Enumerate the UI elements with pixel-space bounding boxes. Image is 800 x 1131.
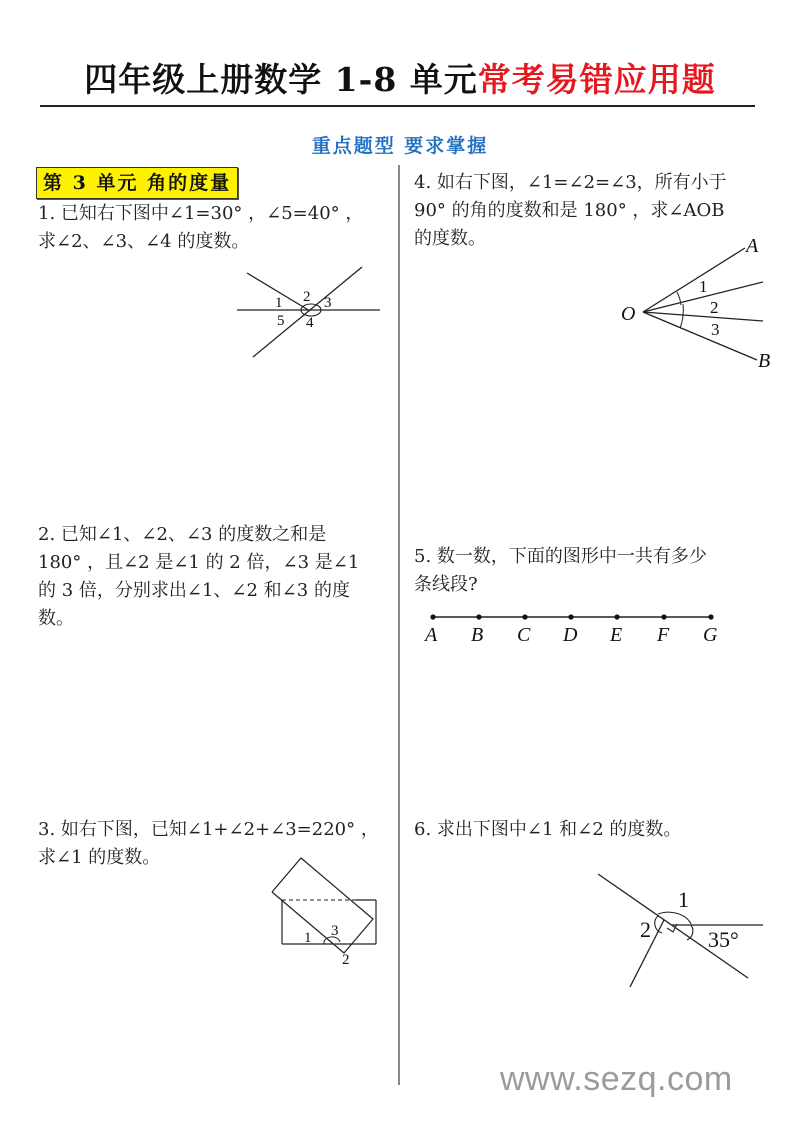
question-2-line-2: 180° ，且∠2 是∠1 的 2 倍，∠3 是∠1 xyxy=(38,552,360,573)
svg-text:D: D xyxy=(563,624,578,646)
svg-text:A: A xyxy=(425,624,438,646)
svg-text:A: A xyxy=(746,235,759,257)
unit-badge: 第 3 单元 角的度量 xyxy=(36,167,238,199)
title-underline xyxy=(40,105,755,107)
svg-text:2: 2 xyxy=(710,298,719,317)
column-divider xyxy=(398,165,400,1085)
question-5 xyxy=(414,543,774,599)
question-1-line-2: 求∠2、∠3、∠4 的度数。 xyxy=(38,231,250,252)
svg-text:1: 1 xyxy=(304,930,312,946)
svg-text:2: 2 xyxy=(342,952,350,968)
question-3-line-1: 3. 如右下图，已知∠1+∠2+∠3=220° ， xyxy=(38,819,379,840)
title-black: 四年级上册数学 1-8 单元 xyxy=(84,60,478,99)
question-4-line-3: 的度数。 xyxy=(414,228,486,249)
question-2-line-3: 的 3 倍，分别求出∠1、∠2 和∠3 的度 xyxy=(38,580,350,601)
svg-text:5: 5 xyxy=(277,313,285,329)
subtitle: 重点题型 要求掌握 xyxy=(311,135,489,157)
svg-text:3: 3 xyxy=(331,923,339,939)
question-6-line-1: 6. 求出下图中∠1 和∠2 的度数。 xyxy=(414,819,682,840)
question-4-figure xyxy=(615,232,790,377)
svg-text:35°: 35° xyxy=(708,927,739,952)
svg-text:O: O xyxy=(621,303,636,325)
watermark: www.sezq.com xyxy=(500,1060,733,1098)
question-3-figure xyxy=(262,852,392,977)
svg-text:3: 3 xyxy=(711,320,720,339)
question-5-line-2: 条线段? xyxy=(414,574,478,595)
page-title xyxy=(0,60,800,100)
svg-text:B: B xyxy=(471,624,484,646)
question-5-line-1: 5. 数一数，下面的图形中一共有多少 xyxy=(414,546,707,567)
title-red: 常考易错应用题 xyxy=(477,60,716,99)
svg-text:2: 2 xyxy=(640,917,651,942)
question-6 xyxy=(414,816,774,844)
question-1-figure xyxy=(225,255,390,365)
question-5-figure xyxy=(418,605,728,655)
svg-text:4: 4 xyxy=(306,315,314,331)
question-3-line-2: 求∠1 的度数。 xyxy=(38,847,161,868)
question-4-line-1: 4. 如右下图，∠1=∠2=∠3，所有小于 xyxy=(414,172,727,193)
question-2-line-1: 2. 已知∠1、∠2、∠3 的度数之和是 xyxy=(38,524,327,545)
svg-text:1: 1 xyxy=(275,295,283,311)
svg-text:C: C xyxy=(517,624,531,646)
question-6-figure xyxy=(590,862,780,992)
question-4-line-2: 90° 的角的度数和是 180° ，求∠AOB xyxy=(414,200,725,221)
svg-text:1: 1 xyxy=(699,277,708,296)
question-1 xyxy=(38,200,393,256)
svg-text:1: 1 xyxy=(678,887,689,912)
svg-text:G: G xyxy=(703,624,718,646)
question-1-line-1: 1. 已知右下图中∠1=30° ，∠5=40° ， xyxy=(38,203,364,224)
svg-text:3: 3 xyxy=(324,295,332,311)
question-2 xyxy=(38,521,393,633)
question-2-line-4: 数。 xyxy=(38,608,74,629)
svg-text:E: E xyxy=(610,624,623,646)
svg-text:2: 2 xyxy=(303,289,311,305)
svg-text:F: F xyxy=(657,624,670,646)
svg-text:B: B xyxy=(758,350,771,372)
